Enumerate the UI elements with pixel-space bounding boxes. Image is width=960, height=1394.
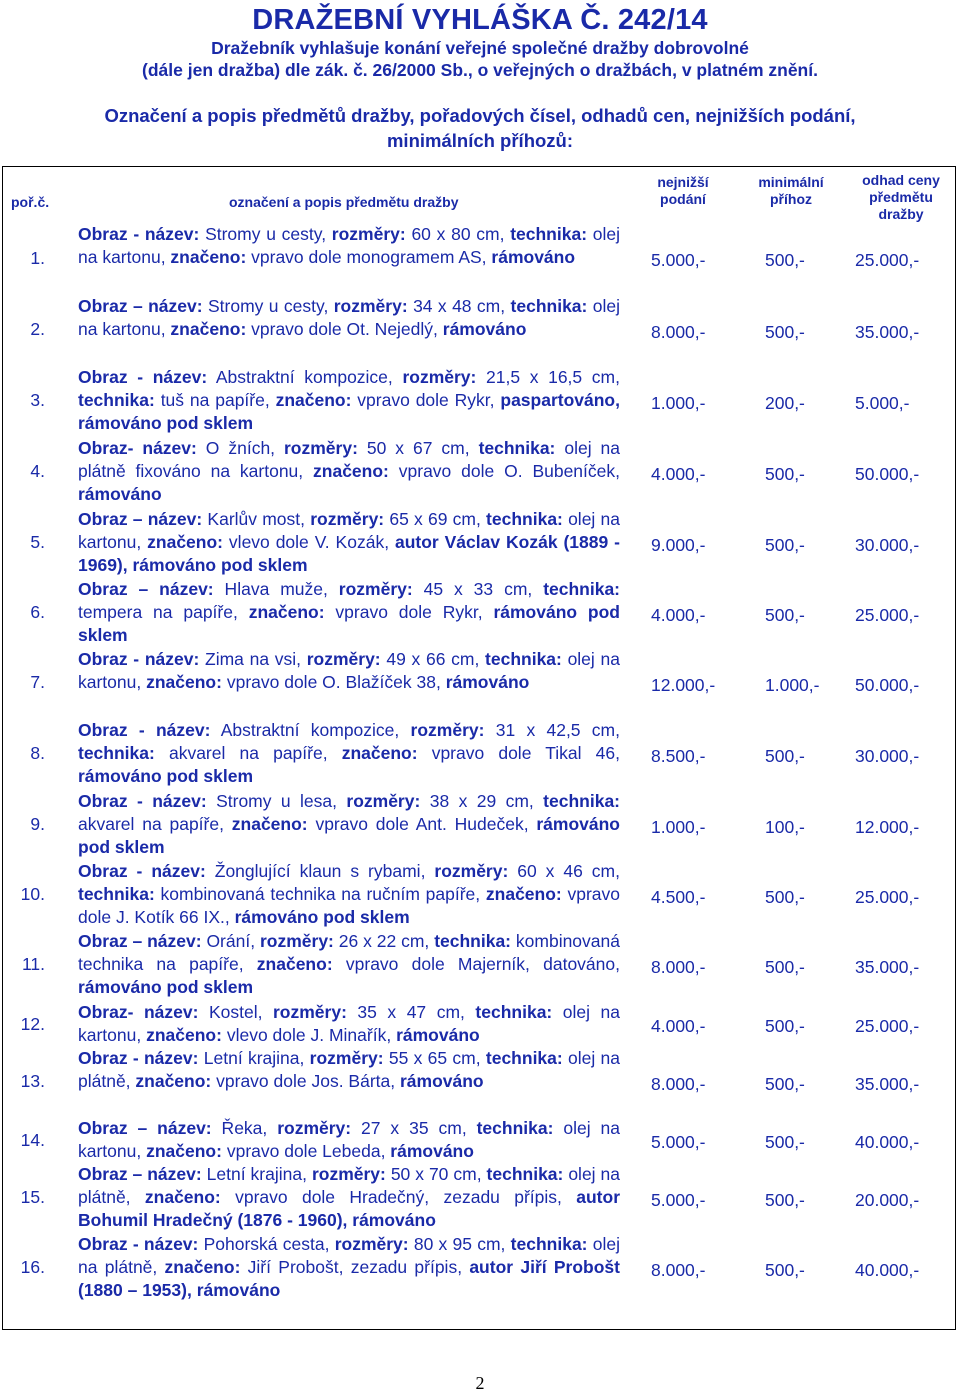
item-description: Obraz - název: Zima na vsi, rozměry: 49 x 66 cm, technika: olej na kartonu, značeno: vpravo dole O. Blažíček 38, rámováno [78, 649, 620, 692]
item-min-bid: 4.500,- [651, 887, 706, 907]
item-min-bid: 5.000,- [651, 250, 706, 270]
item-min-bid: 8.000,- [651, 957, 706, 977]
item-min-increment: 500,- [765, 957, 805, 977]
item-description: Obraz – název: Řeka, rozměry: 27 x 35 cm, technika: olej na kartonu, značeno: vpravo dole Lebeda, rámováno [78, 1118, 620, 1161]
item-min-bid: 1.000,- [651, 393, 706, 413]
item-number: 9. [30, 814, 45, 834]
item-min-increment: 500,- [765, 250, 805, 270]
item-description: Obraz- název: Kostel, rozměry: 35 x 47 cm, technika: olej na kartonu, značeno: vlevo dole J. Minařík, rámováno [78, 1002, 621, 1045]
item-min-increment: 500,- [765, 1260, 805, 1280]
column-header-min-bid: nejnižší podání [657, 174, 709, 207]
subtitle-line-1: Dražebník vyhlašuje konání veřejné společné dražby dobrovolné [211, 38, 749, 58]
item-estimate: 50.000,- [855, 675, 920, 695]
item-estimate: 25.000,- [855, 887, 920, 907]
item-description: Obraz – název: Karlův most, rozměry: 65 x 69 cm, technika: olej na kartonu, značeno: vlevo dole V. Kozák, autor Václav Kozák (1889 - 1969), rámováno pod sklem [78, 509, 620, 575]
item-description: Obraz - název: Abstraktní kompozice, rozměry: 31 x 42,5 cm, technika: akvarel na papíře, značeno: vpravo dole Tikal 46, rámováno pod sklem [78, 720, 620, 786]
item-min-bid: 8.000,- [651, 322, 706, 342]
description-line-2: minimálních příhozů: [386, 130, 574, 151]
item-number: 5. [30, 532, 45, 552]
item-min-bid: 4.000,- [651, 464, 706, 484]
item-number: 2. [30, 319, 45, 339]
item-min-increment: 500,- [765, 605, 805, 625]
item-estimate: 35.000,- [855, 1074, 920, 1094]
item-estimate: 40.000,- [855, 1132, 920, 1152]
item-estimate: 20.000,- [855, 1190, 920, 1210]
description-line-1: Označení a popis předmětů dražby, pořadových čísel, odhadů cen, nejnižších podání, [104, 105, 856, 126]
item-min-bid: 4.000,- [651, 1016, 706, 1036]
subtitle-line-2: (dále jen dražba) dle zák. č. 26/2000 Sb., o veřejných o dražbách, v platném znění. [142, 60, 818, 80]
item-estimate: 25.000,- [855, 1016, 920, 1036]
item-number: 11. [21, 954, 45, 974]
item-min-bid: 5.000,- [651, 1190, 706, 1210]
item-min-increment: 500,- [765, 1016, 805, 1036]
item-number: 13. [20, 1071, 45, 1091]
item-number: 6. [30, 602, 45, 622]
item-description: Obraz - název: Stromy u cesty, rozměry: 60 x 80 cm, technika: olej na kartonu, značeno: vpravo dole monogramem AS, rámováno [78, 224, 620, 267]
item-min-bid: 1.000,- [651, 817, 706, 837]
item-min-increment: 500,- [765, 1132, 805, 1152]
item-min-bid: 12.000,- [651, 675, 716, 695]
item-number: 16. [20, 1257, 45, 1277]
item-number: 15. [20, 1187, 45, 1207]
item-estimate: 35.000,- [855, 957, 920, 977]
item-min-bid: 8.000,- [651, 1260, 706, 1280]
item-min-bid: 8.000,- [651, 1074, 706, 1094]
item-min-increment: 500,- [765, 322, 805, 342]
item-min-increment: 500,- [765, 464, 805, 484]
item-estimate: 5.000,- [855, 393, 910, 413]
item-description: Obraz – název: Orání, rozměry: 26 x 22 cm, technika: kombinovaná technika na papíře, značeno: vpravo dole Majerník, datováno, rámováno pod sklem [78, 931, 620, 997]
item-number: 7. [30, 672, 45, 692]
item-min-bid: 8.500,- [651, 746, 706, 766]
item-description: Obraz - název: Stromy u lesa, rozměry: 38 x 29 cm, technika: akvarel na papíře, značeno: vpravo dole Ant. Hudeček, rámováno pod sklem [78, 791, 620, 857]
item-description: Obraz - název: Letní krajina, rozměry: 55 x 65 cm, technika: olej na plátně, značeno: vpravo dole Jos. Bárta, rámováno [78, 1048, 620, 1091]
item-min-bid: 9.000,- [651, 535, 706, 555]
item-estimate: 25.000,- [855, 605, 920, 625]
item-estimate: 12.000,- [855, 817, 920, 837]
item-min-increment: 500,- [765, 1190, 805, 1210]
item-min-increment: 500,- [765, 535, 805, 555]
item-number: 4. [30, 461, 45, 481]
item-number: 14. [20, 1130, 45, 1150]
item-estimate: 40.000,- [855, 1260, 920, 1280]
column-header-min-increment: minimální příhoz [758, 174, 824, 207]
item-min-increment: 500,- [765, 887, 805, 907]
item-description: Obraz – název: Letní krajina, rozměry: 50 x 70 cm, technika: olej na plátně, značeno: vpravo dole Hradečný, zezadu přípis, autor Bohumil Hradečný (1876 - 1960), rámováno [78, 1164, 620, 1230]
item-description: Obraz – název: Stromy u cesty, rozměry: 34 x 48 cm, technika: olej na kartonu, značeno: vpravo dole Ot. Nejedlý, rámováno [78, 296, 620, 339]
item-estimate: 35.000,- [855, 322, 920, 342]
item-description: Obraz – název: Hlava muže, rozměry: 45 x 33 cm, technika: tempera na papíře, značeno: vpravo dole Rykr, rámováno pod sklem [78, 579, 621, 645]
page-number: 2 [475, 1373, 485, 1393]
item-number: 8. [30, 743, 45, 763]
item-number: 3. [30, 390, 45, 410]
item-estimate: 30.000,- [855, 746, 920, 766]
item-min-increment: 500,- [765, 1074, 805, 1094]
item-min-increment: 500,- [765, 746, 805, 766]
item-number: 12. [20, 1014, 45, 1034]
item-description: Obraz- název: O žních, rozměry: 50 x 67 cm, technika: olej na plátně fixováno na kartonu, značeno: vpravo dole O. Bubeníček, rámováno [78, 438, 621, 504]
column-header-description: označení a popis předmětu dražby [229, 194, 459, 210]
item-estimate: 50.000,- [855, 464, 920, 484]
item-estimate: 25.000,- [855, 250, 920, 270]
item-min-bid: 4.000,- [651, 605, 706, 625]
auction-items-table [2, 166, 956, 1330]
column-header-number: poř.č. [11, 194, 50, 210]
item-estimate: 30.000,- [855, 535, 920, 555]
item-number: 1. [30, 248, 45, 268]
item-number: 10. [20, 884, 45, 904]
document-title: DRAŽEBNÍ VYHLÁŠKA Č. 242/14 [252, 4, 708, 36]
item-description: Obraz - název: Žonglující klaun s rybami, rozměry: 60 x 46 cm, technika: kombinovaná technika na ručním papíře, značeno: vpravo dole J. Kotík 66 IX., rámováno pod sklem [78, 861, 620, 927]
item-min-increment: 1.000,- [765, 675, 820, 695]
item-min-bid: 5.000,- [651, 1132, 706, 1152]
item-min-increment: 100,- [765, 817, 805, 837]
item-description: Obraz - název: Abstraktní kompozice, rozměry: 21,5 x 16,5 cm, technika: tuš na papíře, značeno: vpravo dole Rykr, paspartováno, rámováno pod sklem [78, 367, 620, 433]
item-description: Obraz - název: Pohorská cesta, rozměry: 80 x 95 cm, technika: olej na plátně, značeno: Jiří Probošt, zezadu přípis, autor Jiří Probošt (1880 – 1953), rámováno [78, 1234, 620, 1300]
column-header-estimate: odhad ceny předmětu dražby [862, 172, 940, 222]
item-min-increment: 200,- [765, 393, 805, 413]
